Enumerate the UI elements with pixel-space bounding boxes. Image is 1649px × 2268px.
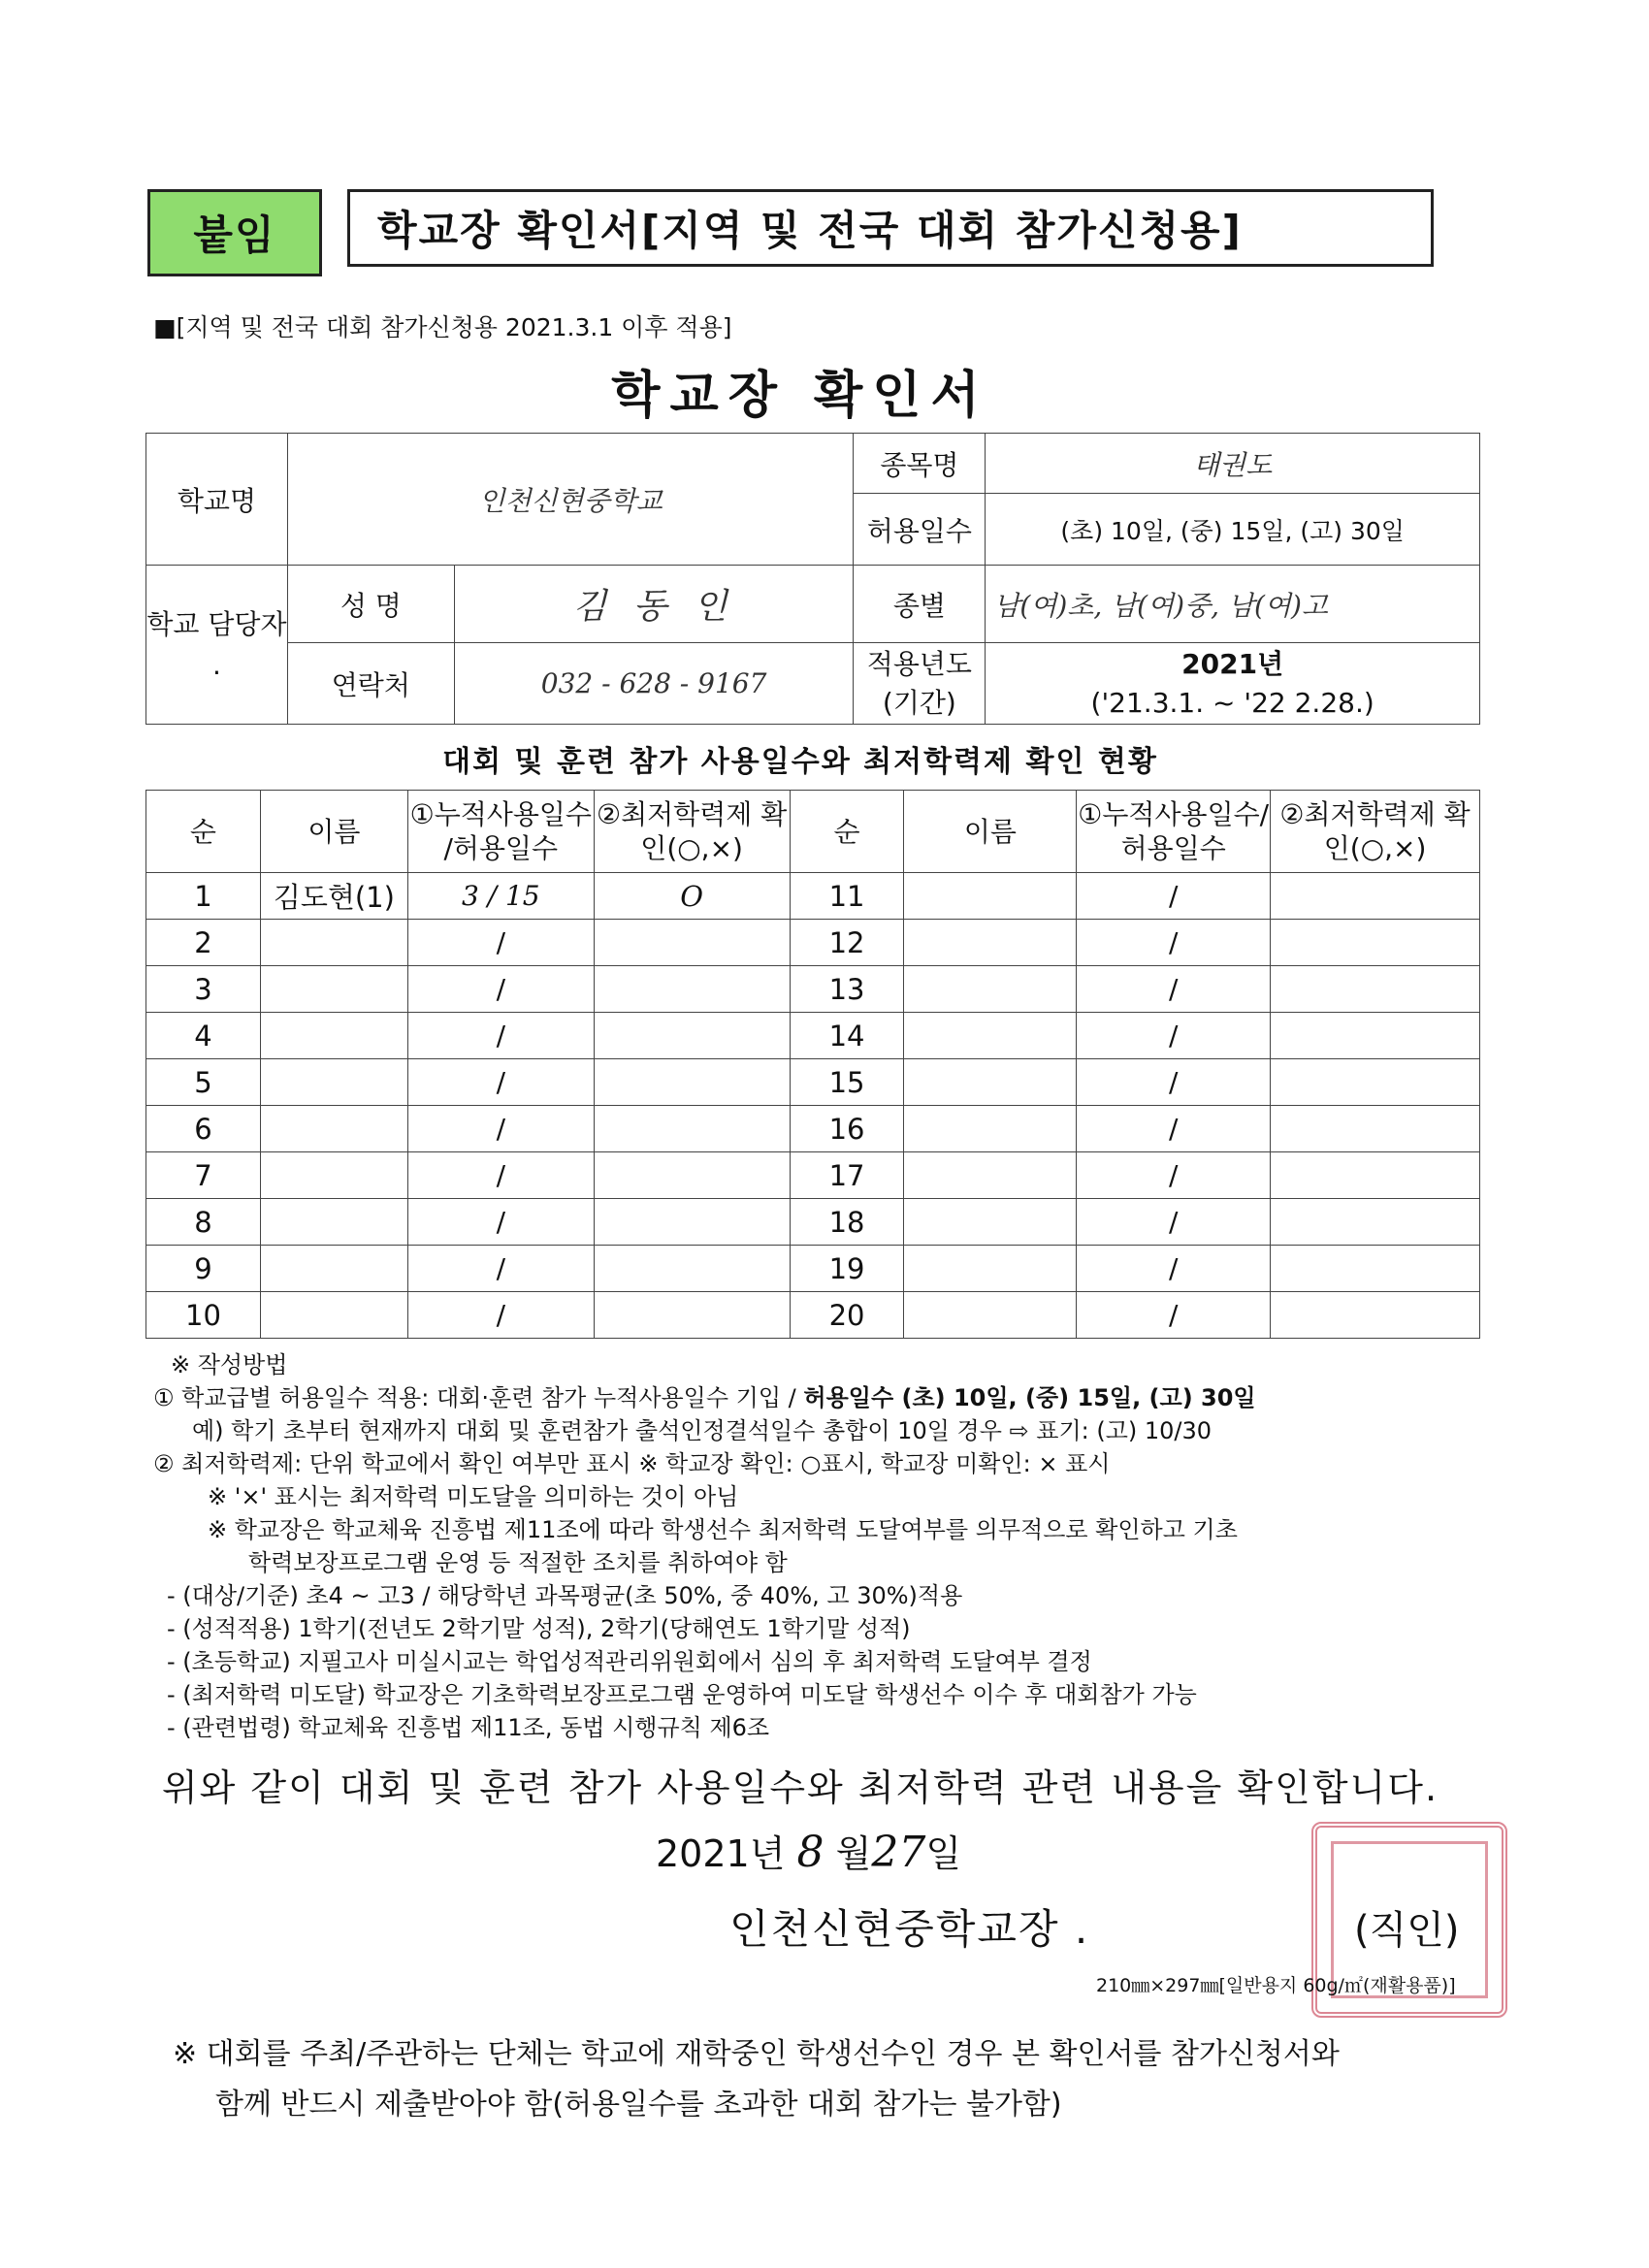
row-no-right: 19: [790, 1246, 904, 1292]
list-section-title: 대회 및 훈련 참가 사용일수와 최저학력제 확인 현황: [442, 745, 1158, 779]
row-name: [260, 1246, 407, 1292]
allow-days-label: 허용일수: [854, 494, 986, 566]
row-name: [260, 1152, 407, 1199]
table-row: [146, 966, 1480, 1013]
footer-line-1: ※ 대회를 주최/주관하는 단체는 학교에 재학중인 학생선수인 경우 본 확인서를 참가신청서와: [173, 2037, 1340, 2071]
table-row: [146, 1292, 1480, 1339]
row-days: /: [407, 1292, 594, 1339]
instructions-heading: ※ 작성방법: [171, 1351, 288, 1378]
paper-spec: 210㎜×297㎜[일반용지 60g/㎡(재활용품)]: [1096, 1975, 1456, 1996]
table-row: [146, 920, 1480, 966]
col-name: 이름: [260, 791, 407, 873]
row-days: /: [407, 1199, 594, 1246]
row-check-right: [1271, 1013, 1480, 1059]
table-row: [146, 1059, 1480, 1106]
attachment-tag: 붙임: [147, 189, 322, 276]
row-no-right: 17: [790, 1152, 904, 1199]
row-check-right: [1271, 873, 1480, 920]
footer-line-2: 함께 반드시 제출받아야 함(허용일수를 초과한 대회 참가는 불가함): [215, 2088, 1062, 2122]
row-check-right: [1271, 1292, 1480, 1339]
row-name: [260, 1106, 407, 1152]
table-row: [146, 1013, 1480, 1059]
row-no-right: 16: [790, 1106, 904, 1152]
instructions: [153, 1348, 1511, 1744]
row-check: [594, 1013, 790, 1059]
note-1: [153, 1381, 1511, 1414]
row-no: 9: [146, 1246, 261, 1292]
row-check-right: [1271, 920, 1480, 966]
row-days-right: /: [1077, 1106, 1271, 1152]
row-name-right: [904, 966, 1077, 1013]
table-row: [146, 1152, 1480, 1199]
sign-date: [656, 1824, 961, 1877]
apply-year: 2021년: [1181, 648, 1284, 681]
col-no-right: 순: [790, 791, 904, 873]
col-name-right: 이름: [904, 791, 1077, 873]
row-days: /: [407, 1246, 594, 1292]
row-days: /: [407, 966, 594, 1013]
staff-label: 학교 담당자 .: [146, 566, 288, 725]
row-no-right: 18: [790, 1199, 904, 1246]
page-title: 학교장 확인서: [611, 367, 989, 425]
row-check: [594, 1106, 790, 1152]
row-days-right: /: [1077, 873, 1271, 920]
row-check: [594, 1152, 790, 1199]
row-name: [260, 1059, 407, 1106]
sign-month-label: 월: [835, 1832, 872, 1875]
document-heading: 학교장 확인서[지역 및 전국 대회 참가신청용]: [347, 189, 1434, 267]
row-check: [594, 966, 790, 1013]
sign-day-label: 일: [925, 1832, 962, 1875]
row-name-right: [904, 873, 1077, 920]
row-no: 2: [146, 920, 261, 966]
apply-period: ('21.3.1. ~ '22 2.28.): [1090, 686, 1374, 719]
row-name-right: [904, 1059, 1077, 1106]
note-2: ② 최저학력제: 단위 학교에서 확인 여부만 표시 ※ 학교장 확인: ○표시, 학교장 미확인: × 표시: [153, 1450, 1111, 1477]
note-1-text: ① 학교급별 허용일수 적용: 대회·훈련 참가 누적사용일수 기입 /: [153, 1384, 804, 1411]
participation-table: [146, 790, 1480, 1339]
table-row: [146, 873, 1480, 920]
row-name: 김도현(1): [260, 873, 407, 920]
row-days: /: [407, 1013, 594, 1059]
category-label: 종별: [854, 566, 986, 643]
contact-label: 연락처: [287, 643, 454, 725]
row-check-right: [1271, 1199, 1480, 1246]
row-check-right: [1271, 1059, 1480, 1106]
note-1-example: 예) 학기 초부터 현재까지 대회 및 훈련참가 출석인정결석일수 총합이 10일 경우 ⇨ 표기: (고) 10/30: [192, 1417, 1212, 1444]
row-name-right: [904, 920, 1077, 966]
row-name: [260, 920, 407, 966]
row-no: 4: [146, 1013, 261, 1059]
row-name-right: [904, 1246, 1077, 1292]
category-value: 남(여)초, 남(여)중, 남(여)고: [986, 566, 1480, 643]
row-days-right: /: [1077, 1199, 1271, 1246]
detail-5: - (관련법령) 학교체육 진흥법 제11조, 동법 시행규칙 제6조: [167, 1714, 770, 1741]
event-value: 태권도: [986, 434, 1480, 494]
row-no: 1: [146, 873, 261, 920]
row-no: 5: [146, 1059, 261, 1106]
row-check: [594, 1199, 790, 1246]
table-row: [146, 1246, 1480, 1292]
row-no: 6: [146, 1106, 261, 1152]
row-check: [594, 1292, 790, 1339]
detail-3: - (초등학교) 지필고사 미실시교는 학업성적관리위원회에서 심의 후 최저학력 도달여부 결정: [167, 1648, 1092, 1675]
row-days: /: [407, 1059, 594, 1106]
sign-month: 8: [796, 1828, 824, 1877]
row-name-right: [904, 1106, 1077, 1152]
row-no-right: 15: [790, 1059, 904, 1106]
row-no-right: 12: [790, 920, 904, 966]
col-no: 순: [146, 791, 261, 873]
row-check: [594, 1059, 790, 1106]
row-check: O: [594, 873, 790, 920]
footer-note: [173, 2029, 1531, 2130]
row-days-right: /: [1077, 1013, 1271, 1059]
apply-year-label: 적용년도 (기간): [854, 643, 986, 725]
event-label: 종목명: [854, 434, 986, 494]
row-check-right: [1271, 1106, 1480, 1152]
row-no: 10: [146, 1292, 261, 1339]
row-days-right: /: [1077, 1152, 1271, 1199]
row-days-right: /: [1077, 1292, 1271, 1339]
col-check: ②최저학력제 확인(○,×): [594, 791, 790, 873]
row-name: [260, 966, 407, 1013]
row-days: /: [407, 920, 594, 966]
staff-name-label: 성 명: [287, 566, 454, 643]
row-no-right: 13: [790, 966, 904, 1013]
row-no-right: 11: [790, 873, 904, 920]
row-days: /: [407, 1106, 594, 1152]
subheading: ■[지역 및 전국 대회 참가신청용 2021.3.1 이후 적용]: [153, 313, 732, 341]
seal-label: (직인): [1354, 1908, 1460, 1953]
row-check: [594, 920, 790, 966]
sign-year: 2021년: [656, 1832, 786, 1875]
row-name-right: [904, 1152, 1077, 1199]
row-name-right: [904, 1292, 1077, 1339]
row-name: [260, 1199, 407, 1246]
allow-days-value: (초) 10일, (중) 15일, (고) 30일: [986, 494, 1480, 566]
row-name-right: [904, 1199, 1077, 1246]
row-name: [260, 1292, 407, 1339]
row-no: 8: [146, 1199, 261, 1246]
row-days-right: /: [1077, 920, 1271, 966]
detail-2: - (성적적용) 1학기(전년도 2학기말 성적), 2학기(당해연도 1학기말 성적): [167, 1615, 911, 1642]
table-row: [146, 1199, 1480, 1246]
row-days-right: /: [1077, 1059, 1271, 1106]
row-no: 3: [146, 966, 261, 1013]
info-table: [146, 433, 1480, 725]
detail-1: - (대상/기준) 초4 ~ 고3 / 해당학년 과목평균(초 50%, 중 40%, 고 30%)적용: [167, 1582, 963, 1609]
row-name: [260, 1013, 407, 1059]
detail-4: - (최저학력 미도달) 학교장은 기초학력보장프로그램 운영하여 미도달 학생선수 이수 후 대회참가 가능: [167, 1681, 1197, 1708]
row-check: [594, 1246, 790, 1292]
note-1-bold: 허용일수 (초) 10일, (중) 15일, (고) 30일: [803, 1384, 1256, 1411]
sign-day: 27: [871, 1828, 926, 1877]
contact-value: 032 - 628 - 9167: [454, 643, 854, 725]
row-no: 7: [146, 1152, 261, 1199]
staff-name-value: 김 동 인: [454, 566, 854, 643]
row-check-right: [1271, 1246, 1480, 1292]
col-days: ①누적사용일수 /허용일수: [407, 791, 594, 873]
table-row: [146, 1106, 1480, 1152]
row-check-right: [1271, 966, 1480, 1013]
principal-title: 인천신현중학교장 .: [729, 1905, 1090, 1953]
col-days-right: ①누적사용일수/ 허용일수: [1077, 791, 1271, 873]
note-2-b2: 학력보장프로그램 운영 등 적절한 조치를 취하여야 함: [248, 1549, 788, 1576]
school-name-label: 학교명: [146, 434, 288, 566]
row-days-right: /: [1077, 966, 1271, 1013]
row-check-right: [1271, 1152, 1480, 1199]
row-no-right: 20: [790, 1292, 904, 1339]
note-2-a: ※ '×' 표시는 최저학력 미도달을 의미하는 것이 아님: [208, 1483, 739, 1510]
row-days: /: [407, 1152, 594, 1199]
row-name-right: [904, 1013, 1077, 1059]
row-days: 3 / 15: [407, 873, 594, 920]
confirm-statement: 위와 같이 대회 및 훈련 참가 사용일수와 최저학력 관련 내용을 확인합니다.: [161, 1766, 1439, 1809]
col-check-right: ②최저학력제 확인(○,×): [1271, 791, 1480, 873]
row-no-right: 14: [790, 1013, 904, 1059]
row-days-right: /: [1077, 1246, 1271, 1292]
school-name-value: 인천신현중학교: [287, 434, 854, 566]
note-2-b1: ※ 학교장은 학교체육 진흥법 제11조에 따라 학생선수 최저학력 도달여부를 의무적으로 확인하고 기초: [208, 1516, 1238, 1543]
apply-year-value: [986, 643, 1480, 725]
